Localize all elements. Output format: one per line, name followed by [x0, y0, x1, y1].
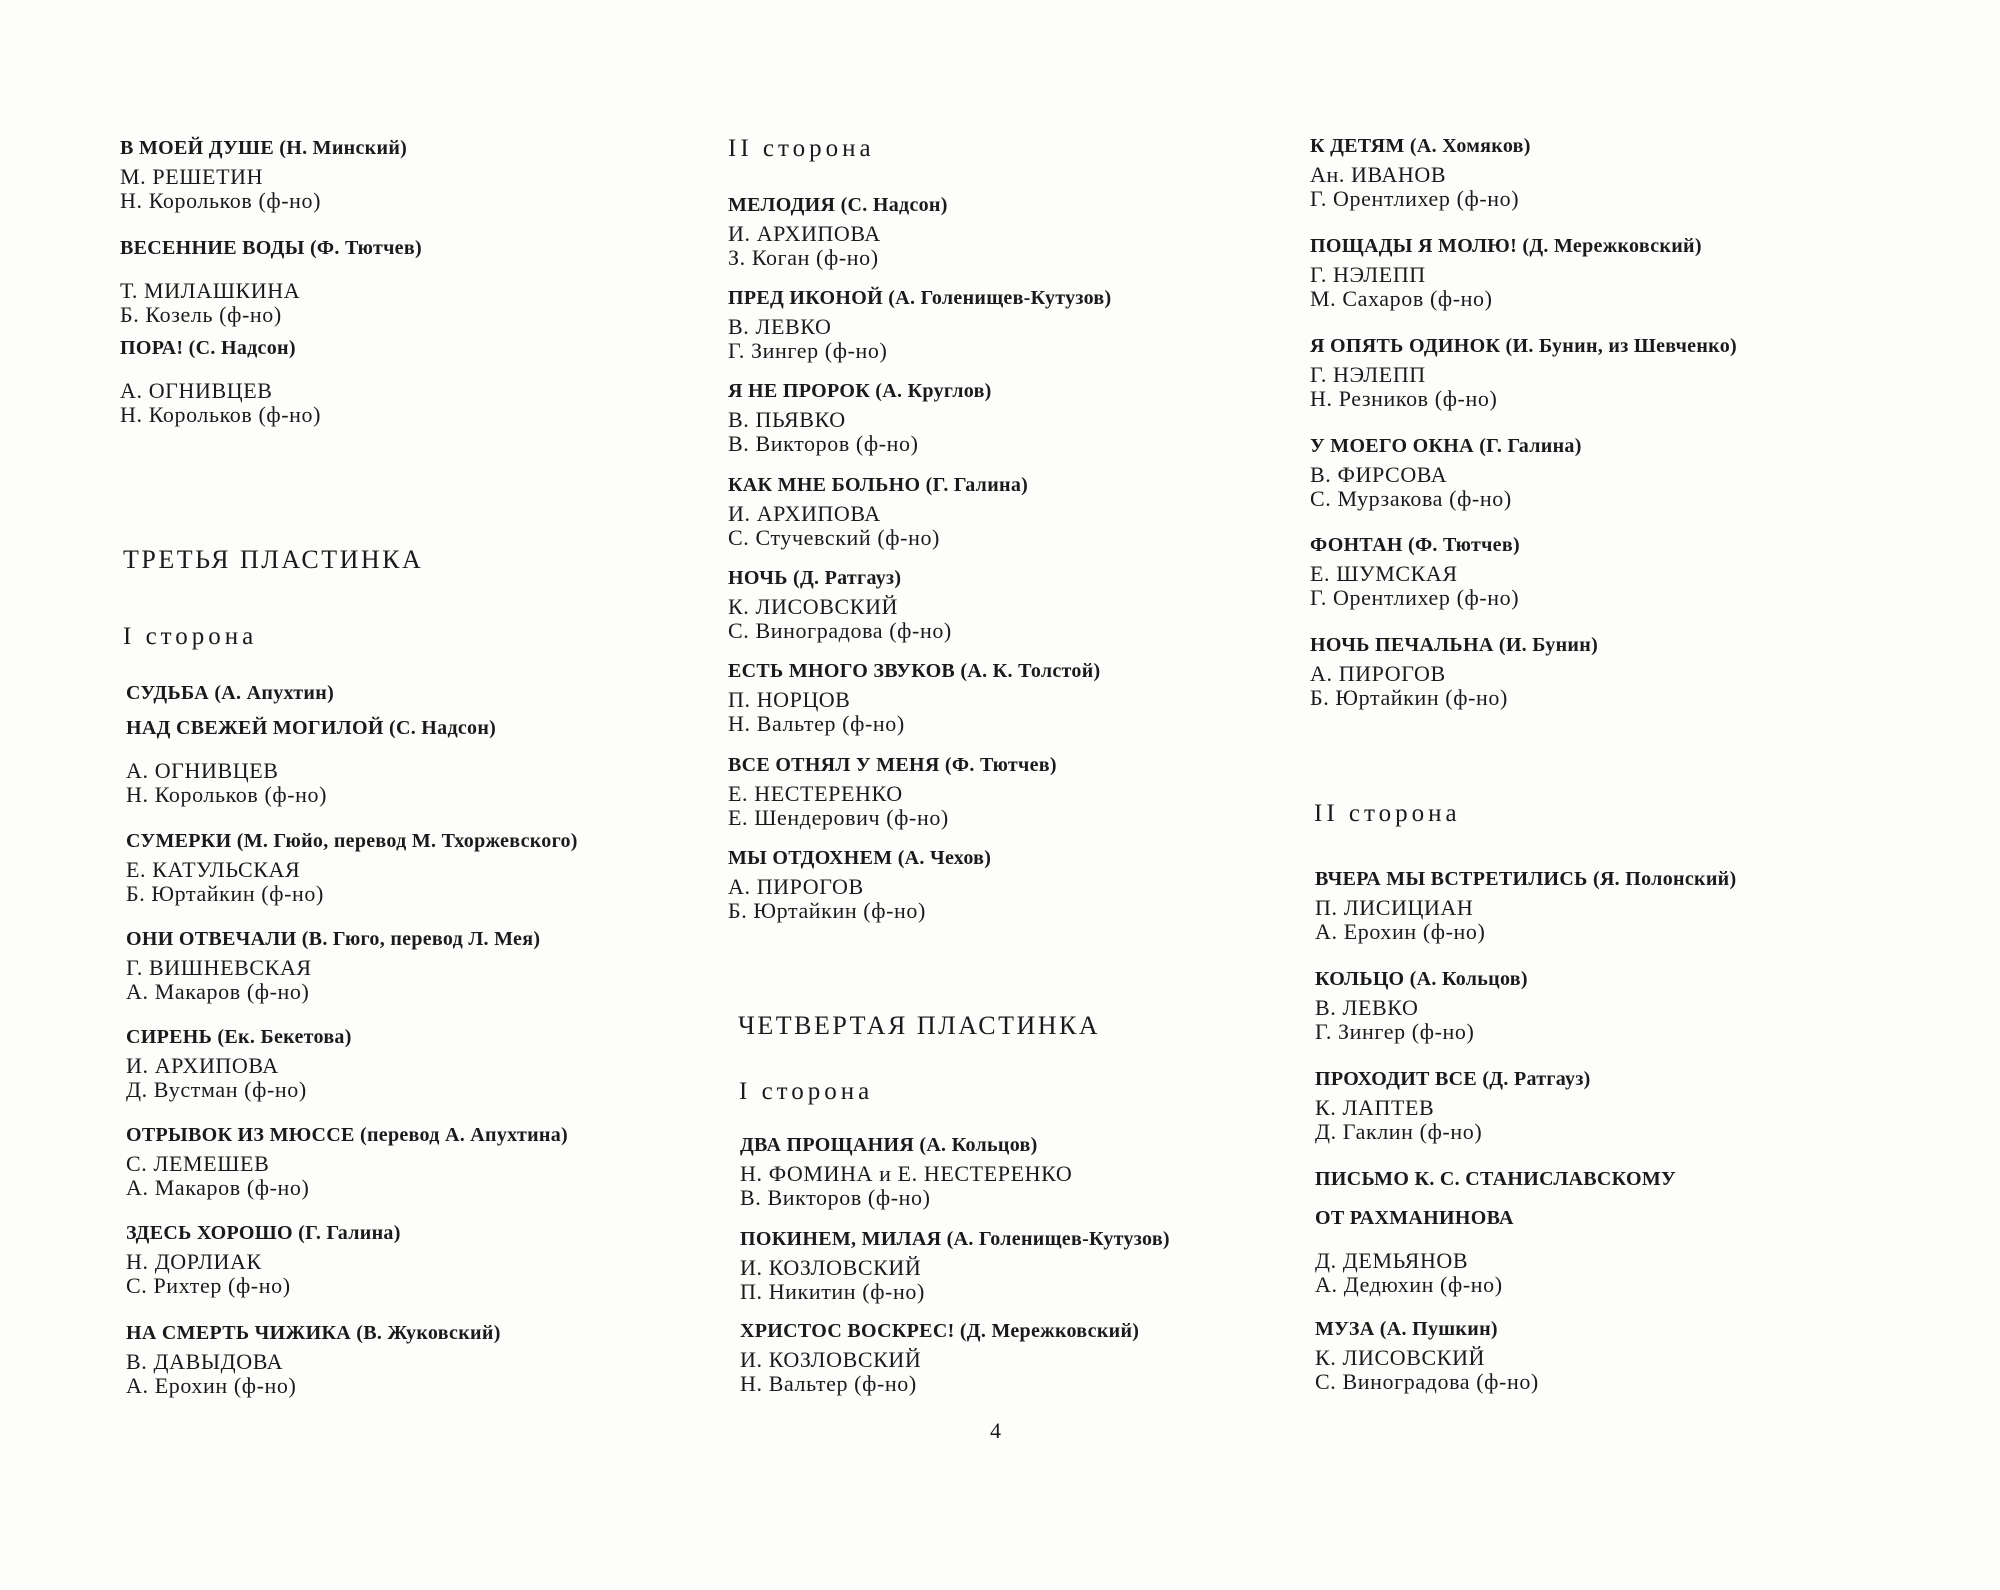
page-number: 4	[990, 1418, 1001, 1443]
song-title: МЫ ОТДОХНЕМ (А. Чехов)	[728, 847, 992, 869]
song-title: МЕЛОДИЯ (С. Надсон)	[728, 194, 948, 216]
performer-singer: В. ПЬЯВКО	[728, 407, 846, 432]
performer-accompanist: А. Ерохин (ф-но)	[1315, 919, 1486, 944]
song-title: КАК МНЕ БОЛЬНО (Г. Галина)	[728, 474, 1029, 496]
performer-singer: Т. МИЛАШКИНА	[120, 278, 301, 303]
performer-accompanist: С. Виноградова (ф-но)	[728, 618, 952, 643]
performer-singer: К. ЛИСОВСКИЙ	[728, 594, 899, 619]
song-entry	[120, 335, 720, 427]
performer-singer: П. ЛИСИЦИАН	[1315, 895, 1474, 920]
performer-accompanist: А. Макаров (ф-но)	[126, 1175, 310, 1200]
song-entry	[740, 1132, 1340, 1210]
song-title: ПОЩАДЫ Я МОЛЮ! (Д. Мережковский)	[1310, 235, 1702, 257]
song-entry	[728, 192, 1328, 270]
performer-accompanist: Г. Орентлихер (ф-но)	[1310, 186, 1520, 211]
performer-accompanist: Б. Юртайкин (ф-но)	[728, 898, 926, 923]
song-title: ВСЕ ОТНЯЛ У МЕНЯ (Ф. Тютчев)	[728, 754, 1057, 776]
performer-singer: В. ЛЕВКО	[728, 314, 832, 339]
performer-accompanist: Н. Корольков (ф-но)	[120, 188, 322, 213]
performer-accompanist: Н. Корольков (ф-но)	[126, 782, 328, 807]
song-title: НОЧЬ ПЕЧАЛЬНА (И. Бунин)	[1310, 634, 1599, 656]
song-title: ФОНТАН (Ф. Тютчев)	[1310, 534, 1520, 556]
song-title: НАД СВЕЖЕЙ МОГИЛОЙ (С. Надсон)	[126, 717, 497, 739]
performer-accompanist: З. Коган (ф-но)	[728, 245, 879, 270]
side-heading: II сторона	[728, 135, 875, 162]
song-entry	[728, 658, 1328, 736]
performer-accompanist: Н. Корольков (ф-но)	[120, 402, 322, 427]
performer-accompanist: С. Стучевский (ф-но)	[728, 525, 940, 550]
performer-singer: К. ЛИСОВСКИЙ	[1315, 1345, 1486, 1370]
performer-singer: Н. ФОМИНА и Е. НЕСТЕРЕНКО	[740, 1161, 1073, 1186]
song-title: СУДЬБА (А. Апухтин)	[126, 682, 335, 704]
song-entry	[1310, 233, 1910, 311]
performer-singer: Е. НЕСТЕРЕНКО	[728, 781, 903, 806]
song-entry	[120, 235, 720, 327]
song-entry	[1310, 333, 1910, 411]
performer-accompanist: С. Мурзакова (ф-но)	[1310, 486, 1512, 511]
performer-accompanist: А. Ерохин (ф-но)	[126, 1373, 297, 1398]
song-title: ПОКИНЕМ, МИЛАЯ (А. Голенищев-Кутузов)	[740, 1228, 1170, 1250]
song-entry	[1315, 966, 1915, 1044]
song-title: ОТРЫВОК ИЗ МЮССЕ (перевод А. Апухтина)	[126, 1124, 568, 1146]
record-heading-fourth: ЧЕТВЕРТАЯ ПЛАСТИНКА	[738, 1011, 1101, 1040]
song-title: СУМЕРКИ (М. Гюйо, перевод М. Тхоржевского)	[126, 830, 578, 852]
song-title: Я ОПЯТЬ ОДИНОК (И. Бунин, из Шевченко)	[1310, 335, 1738, 357]
song-entry	[1315, 866, 1915, 944]
song-entry	[1310, 632, 1910, 710]
performer-accompanist: Е. Шендерович (ф-но)	[728, 805, 949, 830]
song-entry	[728, 845, 1328, 923]
song-title: ЕСТЬ МНОГО ЗВУКОВ (А. К. Толстой)	[728, 660, 1101, 682]
song-title: В МОЕЙ ДУШЕ (Н. Минский)	[120, 137, 408, 159]
song-title: У МОЕГО ОКНА (Г. Галина)	[1310, 435, 1582, 457]
performer-singer: К. ЛАПТЕВ	[1315, 1095, 1435, 1120]
performer-accompanist: С. Виноградова (ф-но)	[1315, 1369, 1539, 1394]
song-entry	[126, 1320, 726, 1398]
performer-singer: И. КОЗЛОВСКИЙ	[740, 1347, 922, 1372]
performer-singer: И. АРХИПОВА	[728, 221, 881, 246]
performer-singer: А. ОГНИВЦЕВ	[126, 758, 279, 783]
performer-singer: И. АРХИПОВА	[728, 501, 881, 526]
song-title: Я НЕ ПРОРОК (А. Круглов)	[728, 380, 992, 402]
song-entry	[740, 1318, 1340, 1396]
performer-accompanist: Д. Гаклин (ф-но)	[1315, 1119, 1483, 1144]
song-title: ПИСЬМО К. С. СТАНИСЛАВСКОМУ	[1315, 1168, 1676, 1190]
performer-singer: Г. ВИШНЕВСКАЯ	[126, 955, 312, 980]
song-entry	[126, 1024, 726, 1102]
song-title: СИРЕНЬ (Ек. Бекетова)	[126, 1026, 352, 1048]
performer-singer: В. ЛЕВКО	[1315, 995, 1419, 1020]
side-heading: I сторона	[123, 623, 258, 650]
song-entry	[1315, 1166, 1915, 1192]
song-title: НОЧЬ (Д. Ратгауз)	[728, 567, 902, 589]
performer-accompanist: В. Викторов (ф-но)	[740, 1185, 931, 1210]
performer-accompanist: П. Никитин (ф-но)	[740, 1279, 925, 1304]
performer-singer: Е. ШУМСКАЯ	[1310, 561, 1458, 586]
song-title: ХРИСТОС ВОСКРЕС! (Д. Мережковский)	[740, 1320, 1140, 1342]
song-title: МУЗА (А. Пушкин)	[1315, 1318, 1498, 1340]
performer-singer: И. АРХИПОВА	[126, 1053, 279, 1078]
performer-accompanist: Н. Вальтер (ф-но)	[728, 711, 905, 736]
song-entry	[1315, 1205, 1915, 1297]
song-title: ПРЕД ИКОНОЙ (А. Голенищев-Кутузов)	[728, 287, 1112, 309]
side-heading: II сторона	[1314, 800, 1461, 827]
side-heading: I сторона	[739, 1078, 874, 1105]
song-title: ПРОХОДИТ ВСЕ (Д. Ратгауз)	[1315, 1068, 1591, 1090]
song-entry	[126, 680, 726, 706]
performer-singer: Д. ДЕМЬЯНОВ	[1315, 1248, 1469, 1273]
performer-accompanist: Б. Юртайкин (ф-но)	[1310, 685, 1508, 710]
performer-accompanist: Г. Орентлихер (ф-но)	[1310, 585, 1520, 610]
song-entry	[126, 926, 726, 1004]
song-entry	[126, 828, 726, 906]
performer-singer: А. ОГНИВЦЕВ	[120, 378, 273, 403]
song-entry	[1315, 1066, 1915, 1144]
song-entry	[1310, 433, 1910, 511]
song-entry	[728, 565, 1328, 643]
song-entry	[728, 285, 1328, 363]
performer-singer: М. РЕШЕТИН	[120, 164, 264, 189]
song-title: ВЧЕРА МЫ ВСТРЕТИЛИСЬ (Я. Полонский)	[1315, 868, 1737, 890]
performer-singer: Е. КАТУЛЬСКАЯ	[126, 857, 301, 882]
performer-accompanist: Г. Зингер (ф-но)	[1315, 1019, 1475, 1044]
song-entry	[1310, 532, 1910, 610]
performer-singer: И. КОЗЛОВСКИЙ	[740, 1255, 922, 1280]
song-entry	[120, 135, 720, 213]
song-entry	[126, 1122, 726, 1200]
record-heading-third: ТРЕТЬЯ ПЛАСТИНКА	[123, 545, 424, 574]
performer-accompanist: Г. Зингер (ф-но)	[728, 338, 888, 363]
song-title: ОТ РАХМАНИНОВА	[1315, 1207, 1514, 1229]
song-entry	[728, 472, 1328, 550]
performer-singer: Н. ДОРЛИАК	[126, 1249, 262, 1274]
song-entry	[126, 715, 726, 807]
song-entry	[1315, 1316, 1915, 1394]
song-title: ВЕСЕННИЕ ВОДЫ (Ф. Тютчев)	[120, 237, 422, 259]
song-entry	[728, 378, 1328, 456]
performer-accompanist: Н. Вальтер (ф-но)	[740, 1371, 917, 1396]
song-title: КОЛЬЦО (А. Кольцов)	[1315, 968, 1528, 990]
song-entry	[126, 1220, 726, 1298]
performer-singer: П. НОРЦОВ	[728, 687, 851, 712]
song-title: НА СМЕРТЬ ЧИЖИКА (В. Жуковский)	[126, 1322, 501, 1344]
performer-accompanist: Б. Козель (ф-но)	[120, 302, 282, 327]
performer-singer: В. ФИРСОВА	[1310, 462, 1448, 487]
performer-accompanist: В. Викторов (ф-но)	[728, 431, 919, 456]
performer-accompanist: Н. Резников (ф-но)	[1310, 386, 1498, 411]
performer-singer: Ан. ИВАНОВ	[1310, 162, 1447, 187]
performer-accompanist: Б. Юртайкин (ф-но)	[126, 881, 324, 906]
performer-singer: Г. НЭЛЕПП	[1310, 262, 1426, 287]
performer-singer: В. ДАВЫДОВА	[126, 1349, 284, 1374]
song-title: К ДЕТЯМ (А. Хомяков)	[1310, 135, 1531, 157]
performer-accompanist: А. Дедюхин (ф-но)	[1315, 1272, 1503, 1297]
performer-singer: Г. НЭЛЕПП	[1310, 362, 1426, 387]
song-title: ЗДЕСЬ ХОРОШО (Г. Галина)	[126, 1222, 401, 1244]
performer-singer: С. ЛЕМЕШЕВ	[126, 1151, 270, 1176]
performer-accompanist: А. Макаров (ф-но)	[126, 979, 310, 1004]
performer-singer: А. ПИРОГОВ	[1310, 661, 1446, 686]
song-entry	[1310, 133, 1910, 211]
performer-accompanist: М. Сахаров (ф-но)	[1310, 286, 1493, 311]
performer-accompanist: С. Рихтер (ф-но)	[126, 1273, 291, 1298]
performer-singer: А. ПИРОГОВ	[728, 874, 864, 899]
song-entry	[728, 752, 1328, 830]
song-title: ОНИ ОТВЕЧАЛИ (В. Гюго, перевод Л. Мея)	[126, 928, 541, 950]
performer-accompanist: Д. Вустман (ф-но)	[126, 1077, 307, 1102]
song-entry	[740, 1226, 1340, 1304]
song-title: ДВА ПРОЩАНИЯ (А. Кольцов)	[740, 1134, 1038, 1156]
song-title: ПОРА! (С. Надсон)	[120, 337, 296, 359]
